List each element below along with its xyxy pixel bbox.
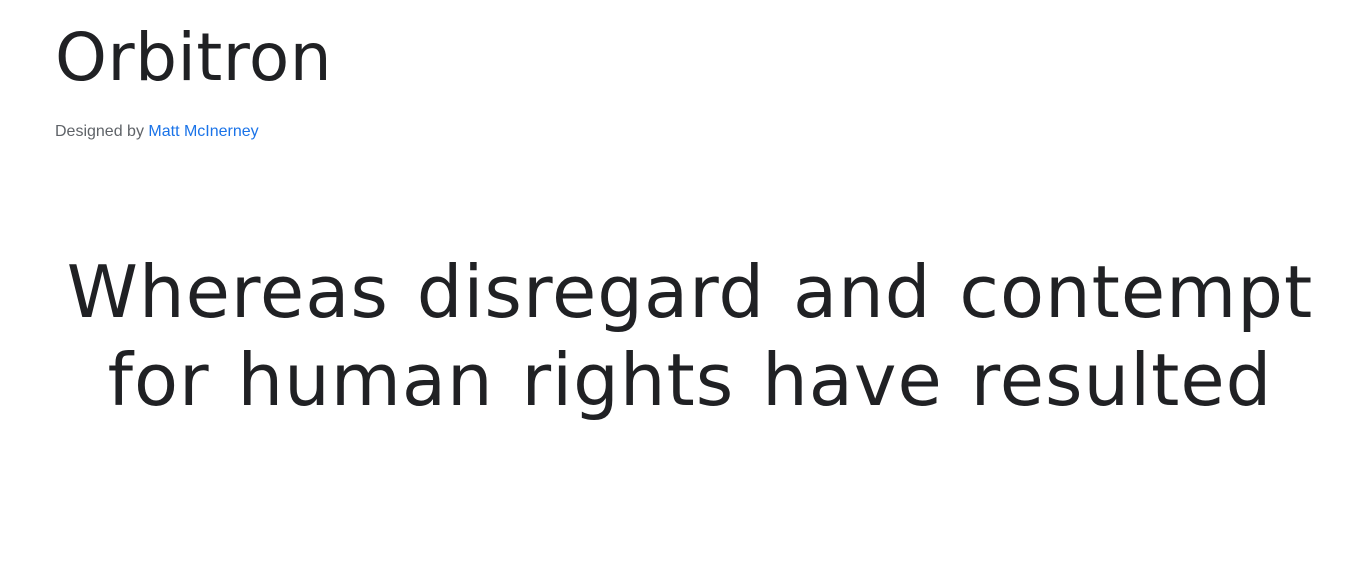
designer-link[interactable]: Matt McInerney <box>148 123 259 140</box>
font-header <box>55 18 333 140</box>
specimen-text: Whereas disregard and contempt for human rights have resulted <box>66 250 1314 422</box>
designed-by-label: Designed by <box>55 123 149 140</box>
designer-line <box>55 122 259 142</box>
font-title: Orbitron <box>55 19 333 96</box>
